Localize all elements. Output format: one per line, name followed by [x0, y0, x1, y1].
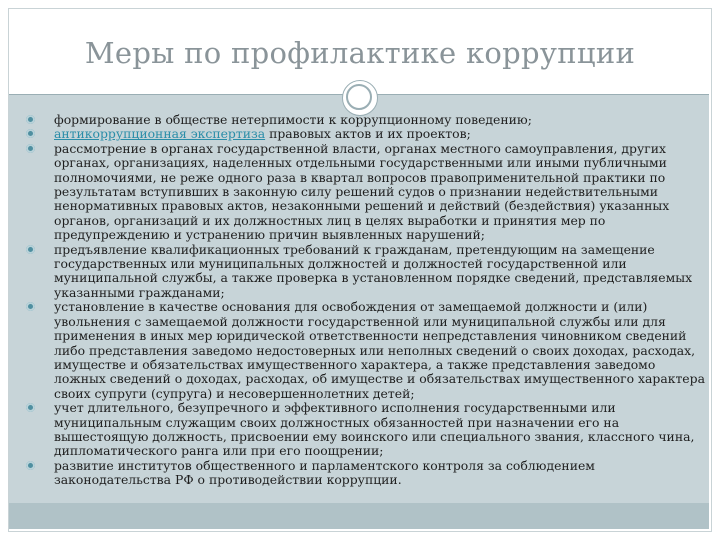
item-text: рассмотрение в органах государственной власти, органах местного самоуправления, других органах, организациях, наделенных отдельными государственными или иными публичными полномочиями, не реже одного раза в квартал вопросов правоприменительной практики по результатам вступивших в законную силу решений судов о признании недействительными ненормативных правовых актов, незаконными решений и действий (бездействия) указанных органов, организаций и их должностных лиц в целях выработки и принятия мер по предупреждению и устранению причин выявленных нарушений;	[54, 140, 670, 243]
slide-title: Меры по профилактике коррупции	[84, 36, 636, 70]
measures-list	[24, 113, 708, 488]
item-text: формирование в обществе нетерпимости к коррупционному поведению;	[54, 112, 532, 127]
bullet-icon	[26, 302, 35, 311]
item-text: учет длительного, безупречного и эффективного исполнения государственными или муниципальным служащим своих должностных обязанностей при назначении его на вышестоящую должность, присвоении ему воинского или специального звания, классного чина, дипломатического ранга или при его поощрении;	[54, 400, 695, 459]
bullet-icon	[26, 144, 35, 153]
item-text: установление в качестве основания для освобождения от замещаемой должности и (или) увольнения с замещаемой должности государственной или муниципальной службы или для применения в иных мер юридической ответственности непредставления чиновником сведений либо представления заведомо недостоверных или неполных сведений о своих доходах, расходах, имуществе и обязательствах имущественного характера, а также представления заведомо ложных сведений о доходах, расходах, об имуществе и обязательствах имущественного характера своих супруги (супруга) и несовершеннолетних детей;	[54, 299, 705, 401]
list-item	[24, 142, 708, 243]
item-text: развитие институтов общественного и парламентского контроля за соблюдением законодательства РФ о противодействии коррупции.	[54, 457, 595, 488]
bullet-icon	[26, 245, 35, 254]
bullet-icon	[26, 461, 35, 470]
list-item	[24, 243, 708, 301]
list-item	[24, 459, 708, 488]
list-item	[24, 300, 708, 401]
item-text: предъявление квалификационных требований к гражданам, претендующим на замещение государственных или муниципальных должностей и должностей государственной или муниципальной службы, а также проверка в установленном порядке сведений, представляемых указанными гражданами;	[54, 241, 693, 300]
medallion-ring-icon	[346, 84, 372, 110]
item-text: правовых актов и их проектов;	[265, 126, 471, 142]
list-item	[24, 401, 708, 459]
list-item	[24, 113, 708, 127]
footer-strip	[9, 503, 709, 529]
bullet-icon	[26, 403, 35, 412]
list-item	[24, 127, 708, 141]
bullet-icon	[26, 129, 35, 138]
expertise-link[interactable]: антикоррупционная экспертиза	[54, 126, 266, 142]
bullet-icon	[26, 115, 35, 124]
